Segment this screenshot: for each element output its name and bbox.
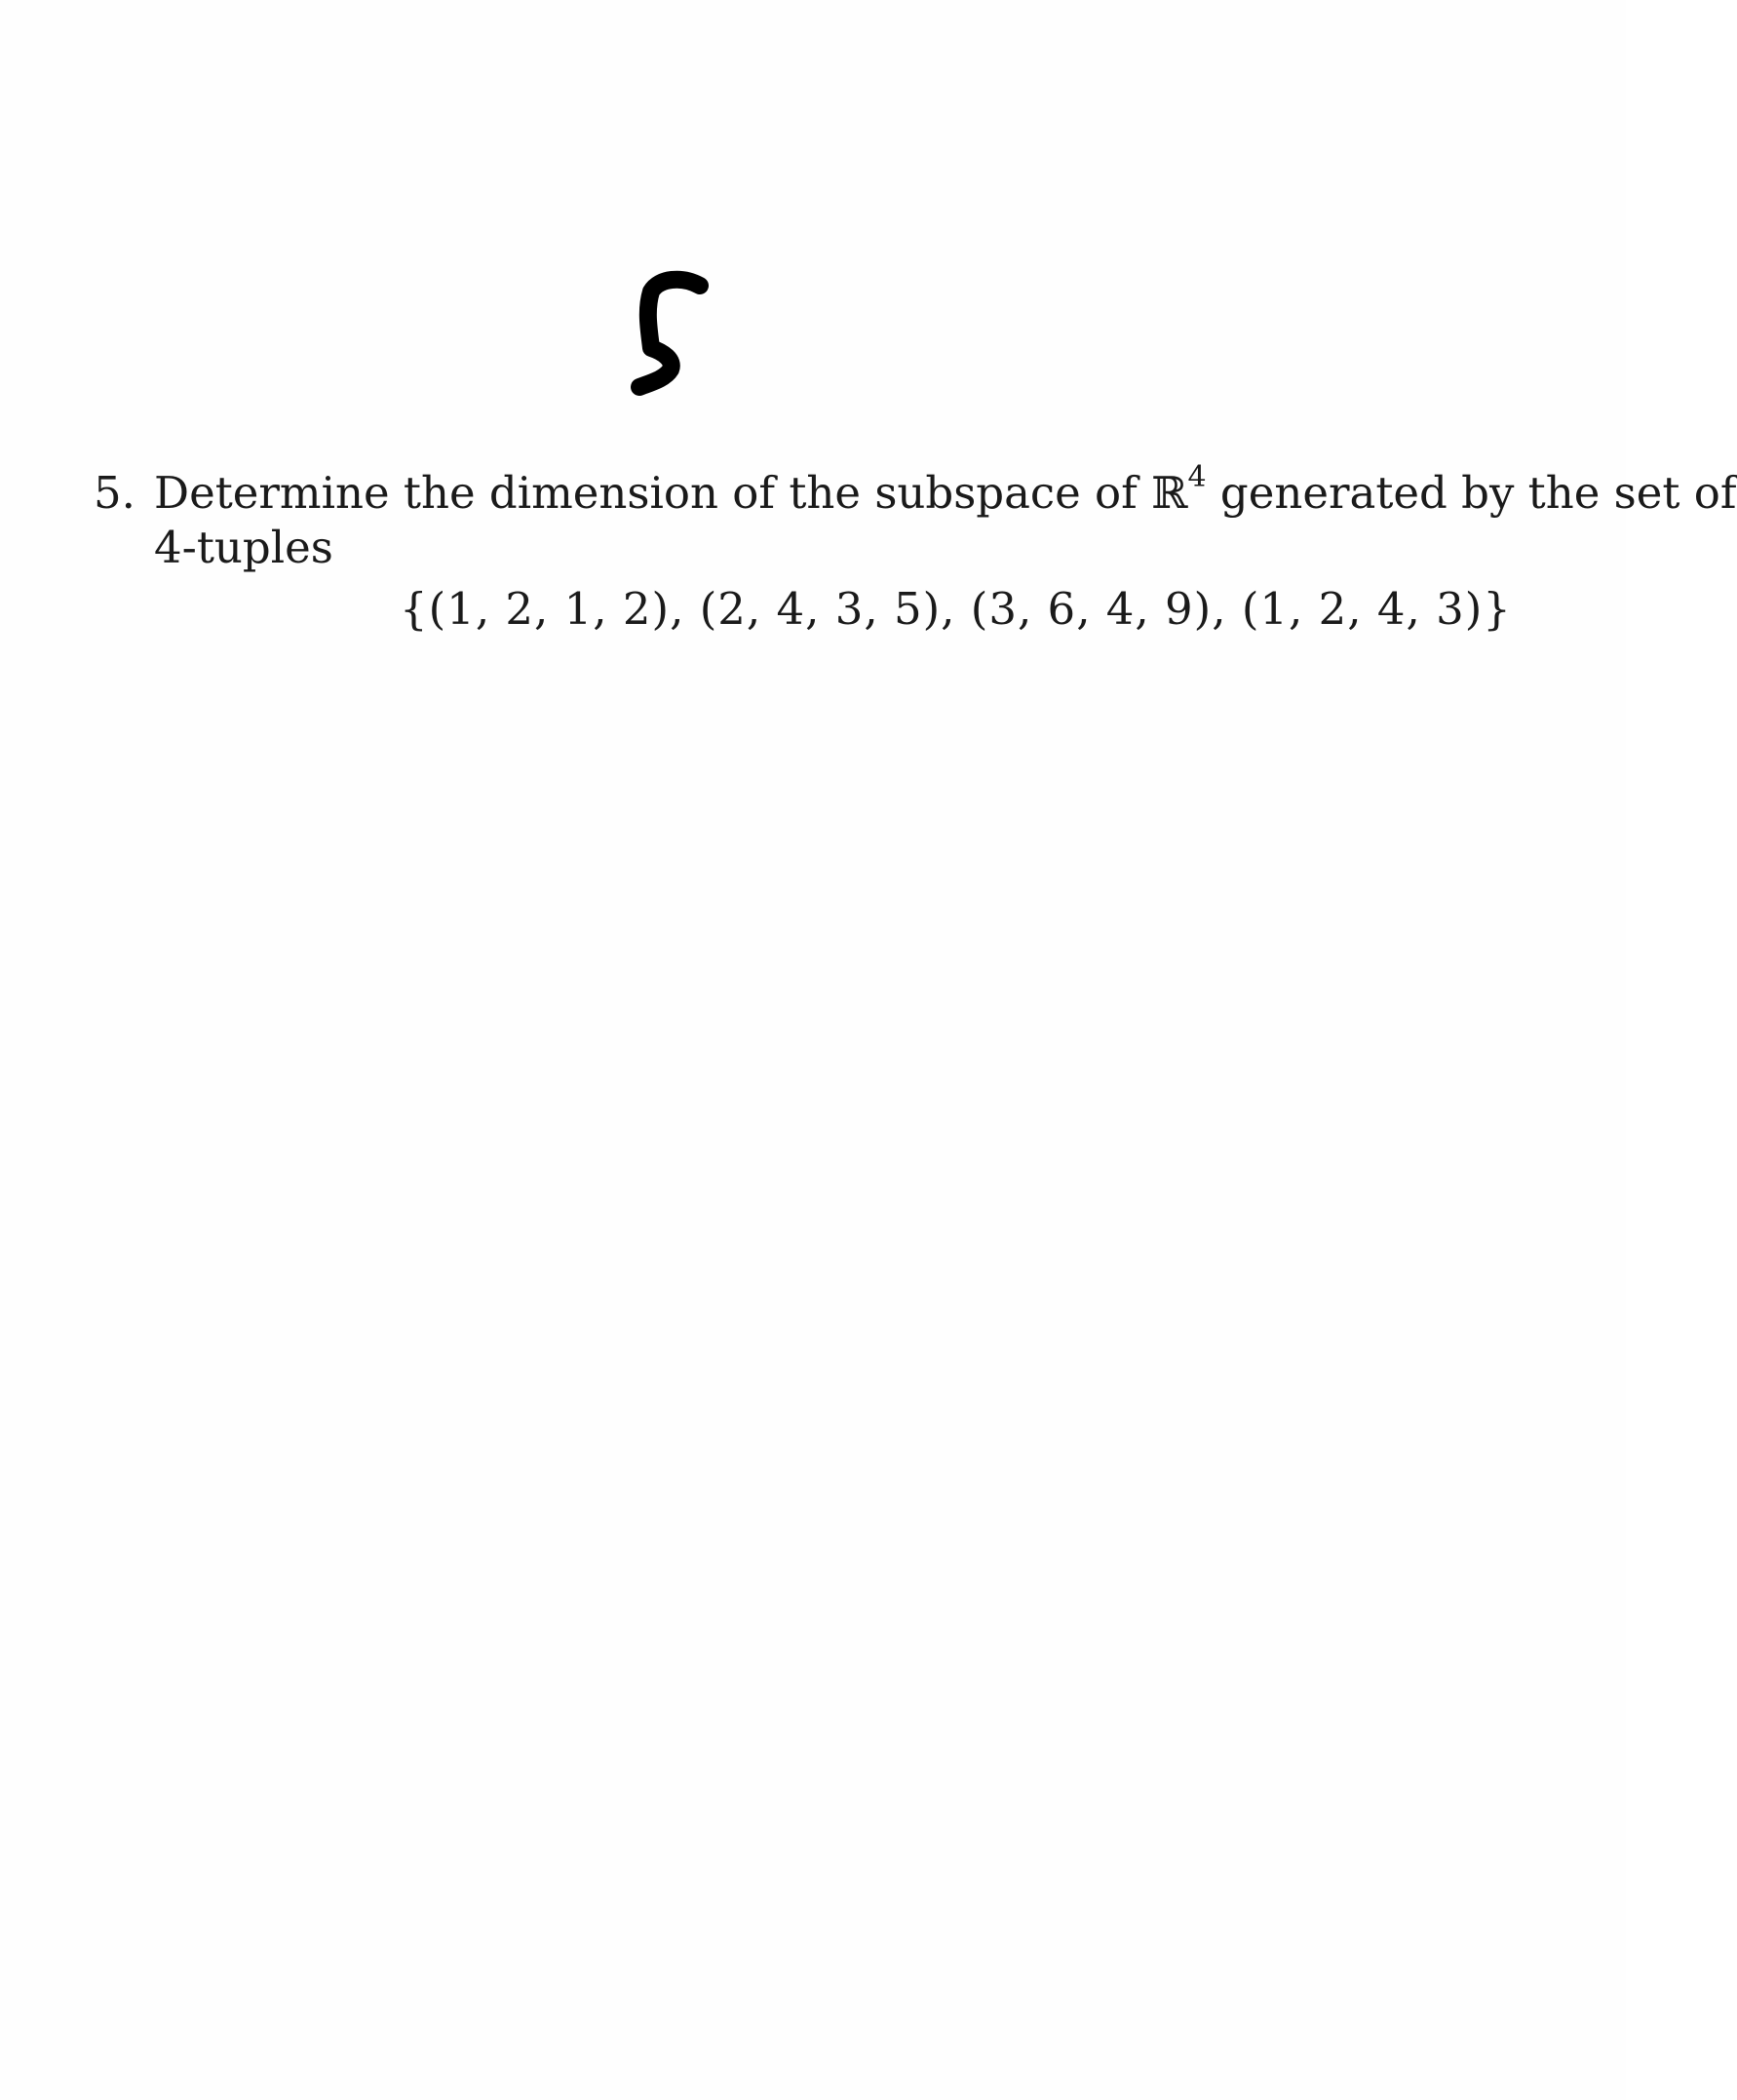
- problem-text-end: generated by the set of: [1206, 467, 1737, 519]
- space-exponent: 4: [1187, 460, 1207, 494]
- problem-statement: [94, 460, 1737, 575]
- real-space-symbol: ℝ: [1151, 467, 1188, 519]
- problem-continuation: 4-tuples: [154, 522, 333, 573]
- problem-number: 5.: [94, 467, 135, 519]
- problem-first-line: [94, 460, 1737, 521]
- problem-text-start: Determine the dimension of the subspace of: [154, 467, 1152, 519]
- handwritten-number-5-icon: [624, 268, 712, 395]
- vector-set-expression: {(1, 2, 1, 2), (2, 4, 3, 5), (3, 6, 4, 9), (1, 2, 4, 3)}: [400, 583, 1512, 635]
